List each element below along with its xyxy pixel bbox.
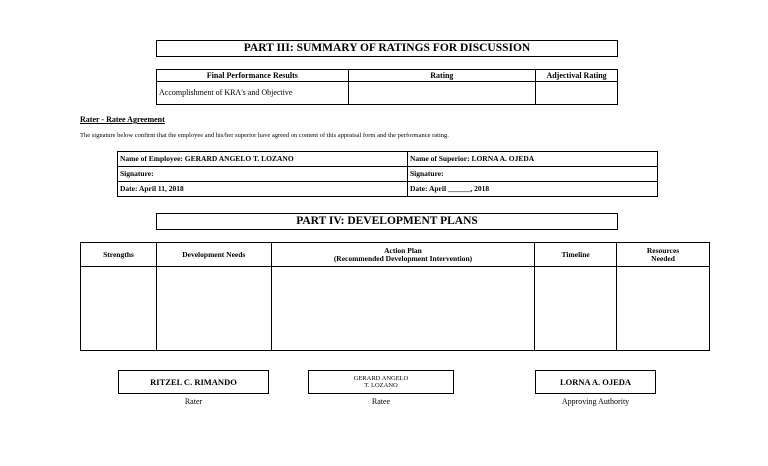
- col-header-resources-needed: [617, 243, 710, 267]
- development-plans-table: [80, 242, 710, 351]
- cell-strengths[interactable]: [81, 267, 157, 351]
- rater-name: RITZEL C. RIMANDO: [150, 377, 237, 387]
- ratee-signature-box: [308, 370, 454, 394]
- cell-timeline[interactable]: [535, 267, 617, 351]
- cell-adjectival-value[interactable]: [536, 82, 618, 105]
- rater-signature-box: [118, 370, 269, 394]
- action-plan-line1: Action Plan: [384, 245, 422, 255]
- ratings-summary-table: [156, 69, 618, 105]
- part4-title: PART IV: DEVELOPMENT PLANS: [156, 213, 618, 230]
- ratee-role: Ratee: [371, 397, 391, 406]
- col-header-action-plan: [271, 243, 535, 267]
- ratee-name-line1: GERARD ANGELO: [353, 375, 409, 382]
- resources-line2: Needed: [651, 253, 675, 263]
- agreement-statement: The signature below confirm that the employee and his/her superior have agreed on content of this appraisal form and the performance rating.: [80, 132, 449, 139]
- resources-line1: Resources: [646, 245, 680, 255]
- cell-rating-value[interactable]: [348, 82, 536, 105]
- col-header-strengths: Strengths: [81, 243, 157, 267]
- cell-development-needs[interactable]: [156, 267, 271, 351]
- employee-signature[interactable]: Signature:: [118, 167, 408, 182]
- superior-name: Name of Superior: LORNA A. OJEDA: [408, 152, 658, 167]
- cell-action-plan[interactable]: [271, 267, 535, 351]
- cell-kra-label: Accomplishment of KRA's and Objective: [157, 82, 349, 105]
- superior-signature[interactable]: Signature:: [408, 167, 658, 182]
- employee-date: Date: April 11, 2018: [118, 182, 408, 197]
- ratee-name-line2: T. LOZANO: [364, 382, 398, 389]
- cell-resources-needed[interactable]: [617, 267, 710, 351]
- approver-name: LORNA A. OJEDA: [559, 377, 632, 387]
- approver-role: Approving Authority: [561, 397, 630, 406]
- agreement-table: [117, 151, 658, 197]
- approver-signature-box: [535, 370, 656, 394]
- rater-role: Rater: [184, 397, 203, 406]
- col-header-development-needs: Development Needs: [156, 243, 271, 267]
- col-header-adjectival-rating: Adjectival Rating: [536, 70, 618, 82]
- col-header-rating: Rating: [348, 70, 536, 82]
- superior-date: Date: April ______, 2018: [408, 182, 658, 197]
- employee-name: Name of Employee: GERARD ANGELO T. LOZANO: [118, 152, 408, 167]
- action-plan-line2: (Recommended Development Intervention): [333, 253, 473, 263]
- col-header-final-results: Final Performance Results: [157, 70, 349, 82]
- part3-title: PART III: SUMMARY OF RATINGS FOR DISCUSSION: [156, 40, 618, 57]
- agreement-heading: Rater - Ratee Agreement: [80, 115, 165, 124]
- col-header-timeline: Timeline: [535, 243, 617, 267]
